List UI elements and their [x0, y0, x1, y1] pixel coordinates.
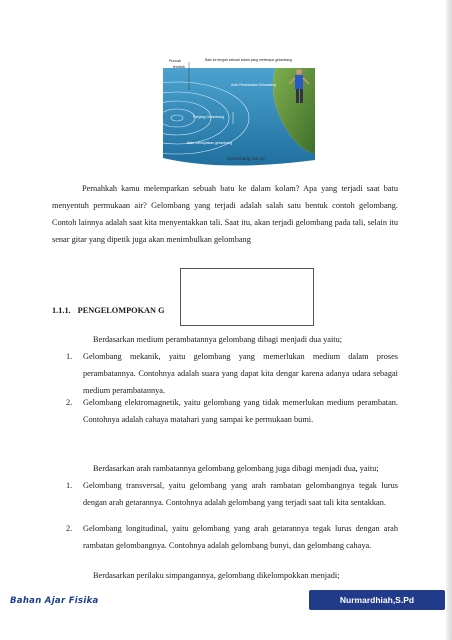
page-edge-shadow — [446, 0, 452, 640]
list-number: 2. — [66, 524, 73, 533]
list-text: Gelombang transversal, yaitu gelombang yang arah rambatan gelombangnya tegak lurus dengan arah getarannya. Contohnya adalah gelombang yang terjadi saat tali kita sentakkan. — [83, 481, 398, 507]
list-item — [52, 394, 398, 428]
label-peak: Puncak — [169, 59, 181, 63]
label-direction: Arah Perambatan Gelombang — [231, 83, 277, 87]
list-number: 1. — [66, 352, 73, 361]
list-item — [52, 520, 398, 554]
label-stone: Batu menciptakan gelombang — [187, 141, 232, 145]
intro-behavior: Berdasarkan perilaku simpangannya, gelombang dikelompokkan menjadi; — [93, 571, 340, 580]
label-wavelength: Panjang Gelombang — [193, 115, 224, 119]
label-throw: Batu ke tengah sebuah kolam yang melempar gelombang — [205, 58, 292, 62]
list-item — [52, 477, 398, 511]
section-number: 1.1.1. — [52, 306, 71, 315]
section-title: PENGELOMPOKAN G — [77, 306, 165, 315]
list-number: 2. — [66, 398, 73, 407]
water-ripple-illustration — [163, 54, 315, 166]
empty-box-overlay — [180, 268, 314, 326]
intro-paragraph: Pernahkah kamu melemparkan sebuah batu ke dalam kolam? Apa yang terjadi saat batu menyentuh permukaan air? Gelombang yang terjadi adalah salah satu bentuk contoh gelombang. Contoh lainnya adalah saat kita menyentakkan tali. Saat itu, akan terjadi gelombang pada tali, selain itu senar gitar yang dipetik juga akan menimbulkan gelombang — [52, 184, 398, 244]
intro-direction: Berdasarkan arah rambatannya gelombang gelombang juga dibagi menjadi dua, yaitu; — [93, 464, 379, 473]
footer-author-badge: Nurmardhiah,S.Pd — [309, 590, 445, 610]
list-text: Gelombang longitudinal, yaitu gelombang yang arah getarannya tegak lurus dengan arah rambatan gelombangnya. Contohnya adalah gelombang bunyi, dan gelombang cahaya. — [83, 524, 398, 550]
ripple-scene-svg — [163, 54, 315, 166]
figure-caption: Gelombang riak air — [227, 156, 266, 161]
list-number: 1. — [66, 481, 73, 490]
list-text: Gelombang mekanik, yaitu gelombang yang memerlukan medium dalam proses perambatannya. Contohnya adalah suara yang dapat kita dengar karena adanya udara sebagai medium perambatannya. — [83, 352, 398, 395]
footer-book-title: Bahan Ajar Fisika — [10, 596, 99, 606]
section-heading — [52, 306, 165, 315]
list-item — [52, 348, 398, 399]
list-text: Gelombang elektromagnetik, yaitu gelombang yang tidak memerlukan medium perambatan. Contohnya adalah cahaya matahari yang sampai ke permukaan bumi. — [83, 398, 398, 424]
intro-medium: Berdasarkan medium perambatannya gelombang dibagi menjadi dua yaitu; — [93, 335, 343, 344]
label-trough: lembah — [173, 65, 185, 69]
